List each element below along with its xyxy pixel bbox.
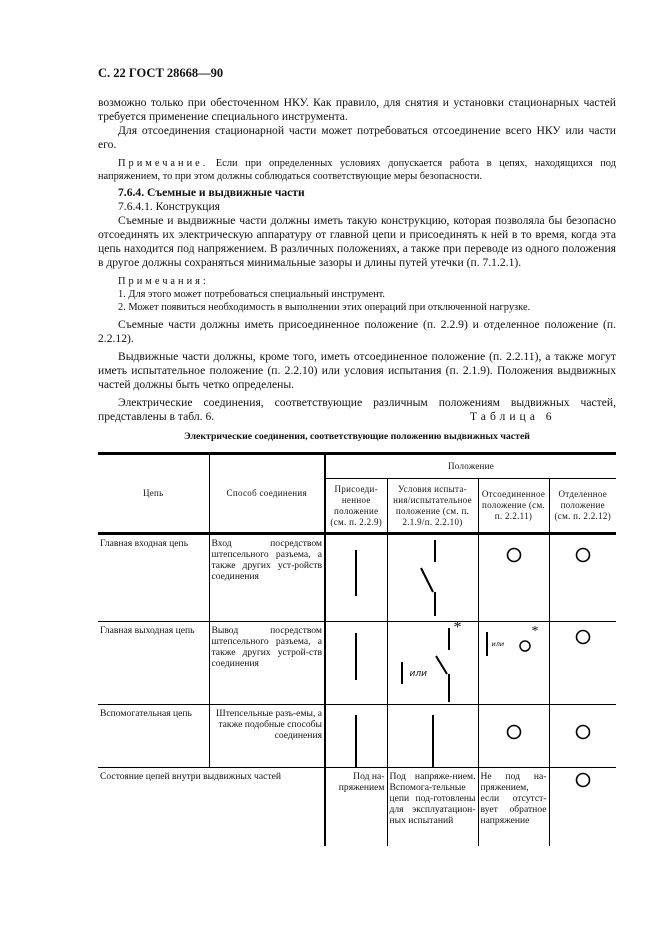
notes-label: Примечания: — [118, 276, 209, 287]
subsection-heading: 7.6.4.1. Конструкция — [118, 200, 221, 213]
paragraph: Съемные и выдвижные части должны иметь такую конструкцию, которая позволяла бы безопасно отсоединять их электрическую аппаратуру от главной цепи и присоединять к ней в то время, когда эта цепь находится под напряжением. В различных положениях, а также при переводе из одного положения в другое должны сохраняться минимальные зазоры и длины путей утечки (п. 7.1.2.1). — [98, 214, 616, 269]
header-removed: Отделенное положение (см. п. 2.2.12) — [549, 479, 616, 534]
cell-test-state: Под напряже-нием. Вспомога-тельные цепи под-готовлены для эксплуатацион-ных испытаний — [387, 768, 478, 846]
cell-circuit: Главная входная цепь — [98, 534, 209, 622]
table-row — [98, 768, 616, 846]
disconnected-alternatives-icon — [479, 622, 550, 672]
test-contact-alternatives-icon — [388, 619, 477, 702]
disconnected-circle-icon — [573, 538, 593, 568]
paragraph: Электрические соединения, соответствующие различным положениям выдвижных частей, представлены в табл. 6. — [98, 396, 616, 423]
note — [98, 157, 616, 183]
header-circuit: Цепь — [98, 454, 209, 534]
cell-method: Вход посредством штепсельного разъема, а также других уст-ройств соединения — [209, 534, 325, 622]
asterisk-mark: * — [453, 619, 462, 636]
body-text-top — [98, 96, 616, 183]
closed-contact-icon — [423, 705, 443, 767]
or-label: или — [409, 669, 427, 679]
cell-method: Штепсельные разъ-емы, а также подобные способы соединения — [209, 705, 325, 768]
cell-circuit: Вспомогательная цепь — [98, 705, 209, 768]
cell-disconnected-state: Не под на-пряжением, если отсутст-вует обратное напряжение — [478, 768, 549, 846]
header-disconnected: Отсоединенное положение (см. п. 2.2.11) — [478, 479, 549, 534]
header-test: Условия испыта-ния/испытательное положение (см. п. 2.1.9/п. 2.2.10) — [387, 479, 478, 534]
header-position: Положение — [325, 454, 616, 479]
table-title: Электрические соединения, соответствующие положению выдвижных частей — [184, 431, 530, 442]
paragraph: возможно только при обесточенном НКУ. Как правило, для снятия и установки стационарных частей требуется применение специального инструмента. — [98, 96, 616, 123]
header-row — [98, 454, 616, 479]
disconnected-circle-icon — [504, 538, 524, 568]
disconnected-circle-icon — [573, 708, 593, 748]
header-connected: Присоеди-ненное положение (см. п. 2.2.9) — [325, 479, 387, 534]
table-row — [98, 622, 616, 705]
cell-connected-state: Под на-пряжением — [325, 768, 387, 846]
table-caption: Таблица 6 — [470, 410, 556, 423]
asterisk-mark: * — [531, 624, 539, 639]
closed-contact-icon — [346, 705, 366, 767]
note-item: 1. Для этого может потребоваться специальный инструмент. — [118, 289, 386, 300]
section-heading: 7.6.4. Съемные и выдвижные части — [118, 186, 305, 199]
note-text: Если при определенных условиях допускается работа в цепях, находящихся под напряжением, то при этом должны соблюдаться соответствующие меры безопасности. — [98, 158, 616, 182]
closed-contact-icon — [346, 538, 366, 608]
paragraph: Для отсоединения стационарной части может потребоваться отсоединение всего НКУ или части его. — [98, 124, 616, 151]
page-header: С. 22 ГОСТ 28668—90 — [98, 66, 224, 80]
paragraph: Съемные части должны иметь присоединенное положение (п. 2.2.9) и отделенное положение (п. 2.2.12). — [98, 318, 616, 345]
table-row — [98, 534, 616, 622]
table-row — [98, 705, 616, 768]
cell-circuit-state: Состояние цепей внутри выдвижных частей — [98, 768, 325, 846]
or-label: или — [491, 640, 505, 648]
disconnected-circle-icon — [573, 625, 593, 655]
connections-table — [98, 452, 616, 846]
cell-circuit: Главная выходная цепь — [98, 622, 209, 705]
open-contact-icon — [413, 538, 453, 618]
header-method: Способ соединения — [209, 454, 325, 534]
cell-method: Вывод посредством штепсельного разъема, а также других устрой-ств соединения — [209, 622, 325, 705]
closed-contact-icon — [346, 625, 366, 695]
note-label: Примечание. — [118, 158, 209, 169]
paragraph: Выдвижные части должны, кроме того, иметь отсоединенное положение (п. 2.2.11), а также могут иметь испытательное положение (п. 2.2.10) или условия испытания (п. 2.1.9). Положения выдвижных частей должны быть четко определены. — [98, 350, 616, 391]
disconnected-circle-icon — [573, 771, 593, 791]
note-item: 2. Может появиться необходимость в выполнении этих операций при отключенной нагрузке. — [118, 302, 531, 313]
body-text-section — [98, 186, 616, 424]
disconnected-circle-icon — [504, 708, 524, 748]
